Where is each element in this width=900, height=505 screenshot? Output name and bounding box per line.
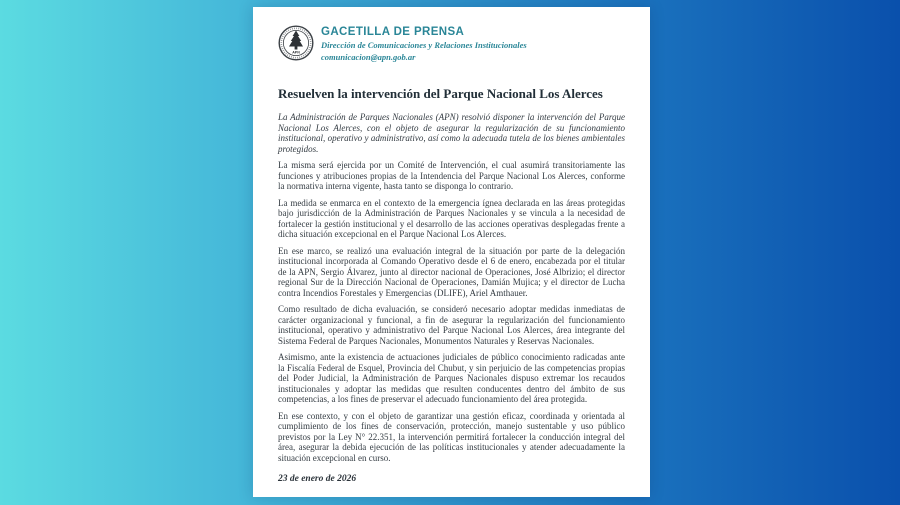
header-email: comunicacion@apn.gob.ar xyxy=(321,51,416,62)
header-subtitle: Dirección de Comunicaciones y Relaciones Institucionales xyxy=(321,40,527,50)
paragraph-3: La medida se enmarca en el contexto de la emergencia ígnea declarada en las áreas protegidas bajo jurisdicción de la Administración de Parques Nacionales y se vincula a la necesidad de fortalecer la gestión institucional y el desarrollo de las acciones operativas desplegadas frente a dicha situación excepcional en el Parque Nacional Los Alerces. xyxy=(278,197,625,239)
document-header xyxy=(278,23,625,62)
paragraph-2: La misma será ejercida por un Comité de Intervención, el cual asumirá transitoriamente las funciones y atribuciones propias de la Intendencia del Parque Nacional Los Alerces, conforme la normativa interna vigente, hasta tanto se disponga lo contrario. xyxy=(278,160,625,191)
header-title: GACETILLA DE PRENSA xyxy=(321,26,465,38)
headline: Resuelven la intervención del Parque Nacional Los Alerces xyxy=(278,86,603,101)
svg-text:APN: APN xyxy=(292,50,300,55)
paragraph-5: Como resultado de dicha evaluación, se consideró necesario adoptar medidas inmediatas de carácter organizacional y funcional, a fin de asegurar la regularización del funcionamiento institucional, operativo y administrativo del Parque Nacional Los Alerces, área integrante del Sistema Federal de Parques Nacionales, Monumentos Naturales y Reservas Nacionales. xyxy=(278,304,625,346)
body-text xyxy=(278,112,625,484)
paragraph-4: En ese marco, se realizó una evaluación integral de la situación por parte de la delegación institucional incorporada al Comando Operativo desde el 6 de enero, encabezada por el titular de la APN, Sergio Álvarez, junto al director nacional de Operaciones, José Albrizio; el director regional Sur de la Dirección Nacional de Operaciones, Damián Mujica; y el director de Lucha contra Incendios Forestales y Emergencias (DLIFE), Ariel Amthauer. xyxy=(278,245,625,298)
paragraph-1: La Administración de Parques Nacionales (APN) resolvió disponer la intervención del Parque Nacional Los Alerces, con el objeto de asegurar la regularización de su funcionamiento institucional, operativo y administrativo, así como la adecuada tutela de los bienes ambientales protegidos. xyxy=(278,112,625,154)
paragraph-7: En ese contexto, y con el objeto de garantizar una gestión eficaz, coordinada y orientada al cumplimiento de los fines de conservación, protección, manejo sustentable y uso público previstos por la Ley N° 22.351, la intervención permitirá fortalecer la conducción integral del área, asegurar la debida ejecución de las políticas institucionales y atender adecuadamente la situación excepcional en curso. xyxy=(278,410,625,463)
paragraph-6: Asimismo, ante la existencia de actuaciones judiciales de público conocimiento radicadas ante la Fiscalía Federal de Esquel, Provincia del Chubut, y sin perjuicio de las competencias propias del Poder Judicial, la Administración de Parques Nacionales dispuso extremar los recaudos institucionales y adoptar las medidas que resulten conducentes dentro del ámbito de sus competencias, a los fines de preservar el adecuado funcionamiento del área protegida. xyxy=(278,352,625,404)
document-date: 23 de enero de 2026 xyxy=(278,474,357,484)
press-release-document xyxy=(253,7,650,497)
apn-seal-icon xyxy=(278,25,314,61)
header-text-block xyxy=(321,23,527,62)
